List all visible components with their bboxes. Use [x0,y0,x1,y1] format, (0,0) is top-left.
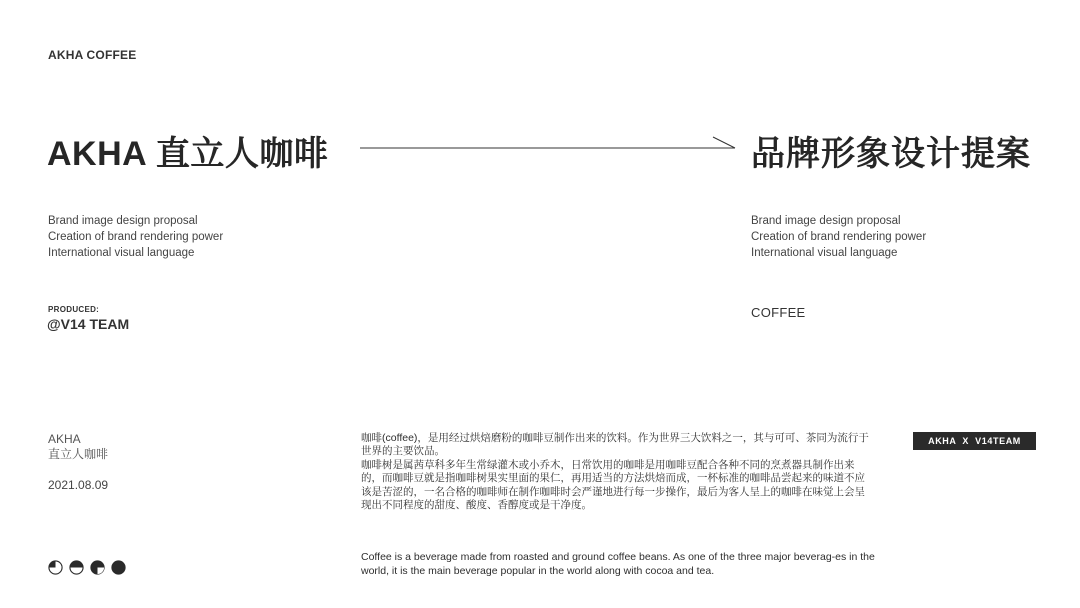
description-cn-paragraph-1: 咖啡(coffee)，是用经过烘焙磨粉的咖啡豆制作出来的饮料。作为世界三大饮料之一，其与可可、茶同为流行于世界的主要饮品。 [361,432,869,458]
long-arrow-icon [358,134,738,158]
meta-name-cn: 直立人咖啡 [48,447,109,461]
three-quarter-fill-circle-icon [90,560,105,575]
description-cn [361,432,873,512]
produced-team: @V14 TEAM [47,316,130,332]
title-right: 品牌形象设计提案 [751,135,1031,173]
subtitle-left-line-3: International visual language [48,247,195,259]
title-left: AKHA 直立人咖啡 [47,135,329,173]
quarter-fill-circle-icon [48,560,63,575]
subtitle-right-line-2: Creation of brand rendering power [751,231,927,243]
brand-small-label: AKHA COFFEE [48,48,137,62]
full-circle-icon [111,560,126,575]
collab-badge: AKHA X V14TEAM [913,432,1036,450]
description-cn-paragraph-2: 咖啡树是属茜草科多年生常绿灌木或小乔木，日常饮用的咖啡是用咖啡豆配合各种不同的烹煮器具制作出来的，而咖啡豆就是指咖啡树果实里面的果仁，再用适当的方法烘焙而成，一杯标准的咖啡品尝起来的味道不应该是苦涩的，一名合格的咖啡师在制作咖啡时会严谨地进行每一步操作，最后为客人呈上的咖啡在味觉上会呈现出不同程度的甜度、酸度、香醇度或是干净度。 [361,458,865,512]
meta-name [48,432,108,462]
subtitle-left-line-1: Brand image design proposal [48,215,198,227]
meta-date: 2021.08.09 [48,478,109,492]
subtitle-right-line-1: Brand image design proposal [751,215,901,227]
progress-dots [48,560,126,575]
subtitle-left-line-2: Creation of brand rendering power [48,231,224,243]
subtitle-right-line-3: International visual language [751,247,898,259]
description-en: Coffee is a beverage made from roasted and ground coffee beans. As one of the three major beverag-es in the world, it is the main beverage popular in the world along with cocoa and tea. [361,551,875,577]
half-fill-circle-icon [69,560,84,575]
subtitle-left [48,213,223,261]
subtitle-right [751,213,926,261]
coffee-label: COFFEE [751,305,806,320]
produced-label: PRODUCED: [48,305,100,314]
meta-name-en: AKHA [48,432,81,446]
